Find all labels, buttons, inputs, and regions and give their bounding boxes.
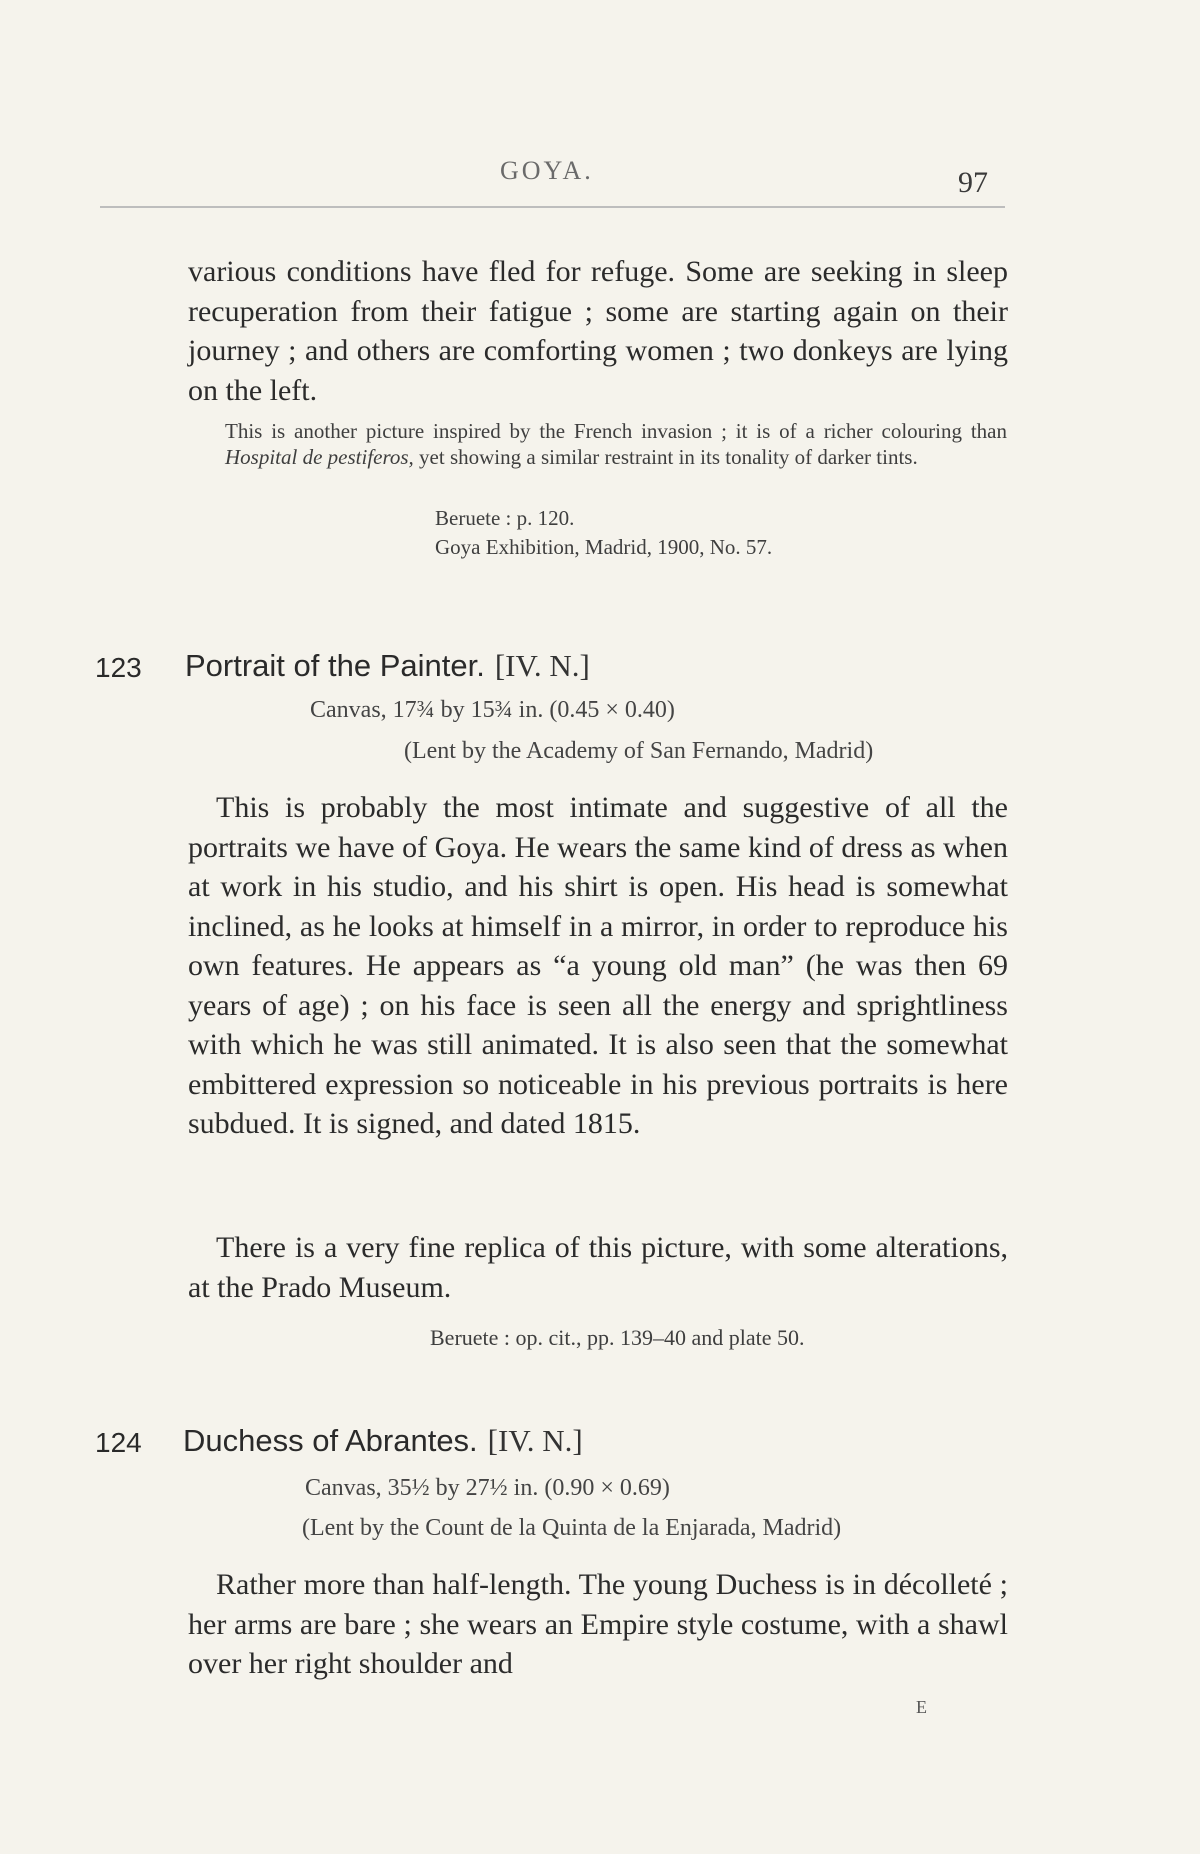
note-reference-beruete: Beruete : p. 120. [435,506,575,530]
entry-canvas-dimensions: Canvas, 35½ by 27½ in. (0.90 × 0.69) [305,1475,670,1501]
entry-lender: (Lent by the Count de la Quinta de la Enjarada, Madrid) [302,1515,842,1541]
entry-room-ref: [IV. N.] [494,648,590,683]
entry-title-text: Portrait of the Painter. [185,648,485,683]
entry-heading-123 [95,648,1095,692]
entry-title [185,648,590,684]
entry-room-ref: [IV. N.] [487,1423,583,1458]
entry-canvas-dimensions: Canvas, 17¾ by 15¾ in. (0.45 × 0.40) [310,697,675,723]
running-title: GOYA. [500,156,594,185]
entry-number: 124 [95,1427,142,1458]
entry-number: 123 [95,652,142,683]
entry-heading-124 [95,1423,1095,1467]
page-number: 97 [958,166,988,199]
entry-description: This is probably the most intimate and suggestive of all the portraits we have of Goya. He wears the same kind of dress as when at work in his studio, and his shirt is open. His head is somewhat inclined, as he looks at himself in a mirror, in order to reproduce his own features. He appears as “a young old man” (he was then 69 years of age) ; on his face is seen all the energy and sprightliness with which he was still animated. It is also seen that the somewhat embittered expression so noticeable in his previous portraits is here subdued. It is signed, and dated 1815. [188,791,1008,1140]
entry-title-text: Duchess of Abrantes. [183,1423,478,1458]
header-rule [100,206,1005,208]
continuation-note [225,418,1007,470]
entry-reference: Beruete : op. cit., pp. 139–40 and plate 50. [430,1325,805,1350]
entry-title [183,1423,583,1459]
entry-lender: (Lent by the Academy of San Fernando, Madrid) [404,738,874,764]
note-text-after: yet showing a similar restraint in its tonality of darker tints. [413,445,918,469]
entry-description-replica: There is a very fine replica of this picture, with some alterations, at the Prado Museum. [188,1231,1008,1304]
signature-mark: E [916,1697,927,1717]
continuation-paragraph: various conditions have fled for refuge. Some are seeking in sleep recuperation from their fatigue ; some are starting again on their journey ; and others are comforting women ; two donkeys are lying on the left. [188,255,1008,407]
note-reference-exhibition: Goya Exhibition, Madrid, 1900, No. 57. [435,535,773,559]
running-head [0,156,1200,199]
note-painting-title: Hospital de pestiferos, [225,445,414,469]
entry-description: Rather more than half-length. The young Duchess is in décolleté ; her arms are bare ; she wears an Empire style costume, with a shawl over her right shoulder and [188,1568,1008,1680]
note-text-before: This is another picture inspired by the French invasion ; it is of a richer colouring than [225,419,1007,443]
